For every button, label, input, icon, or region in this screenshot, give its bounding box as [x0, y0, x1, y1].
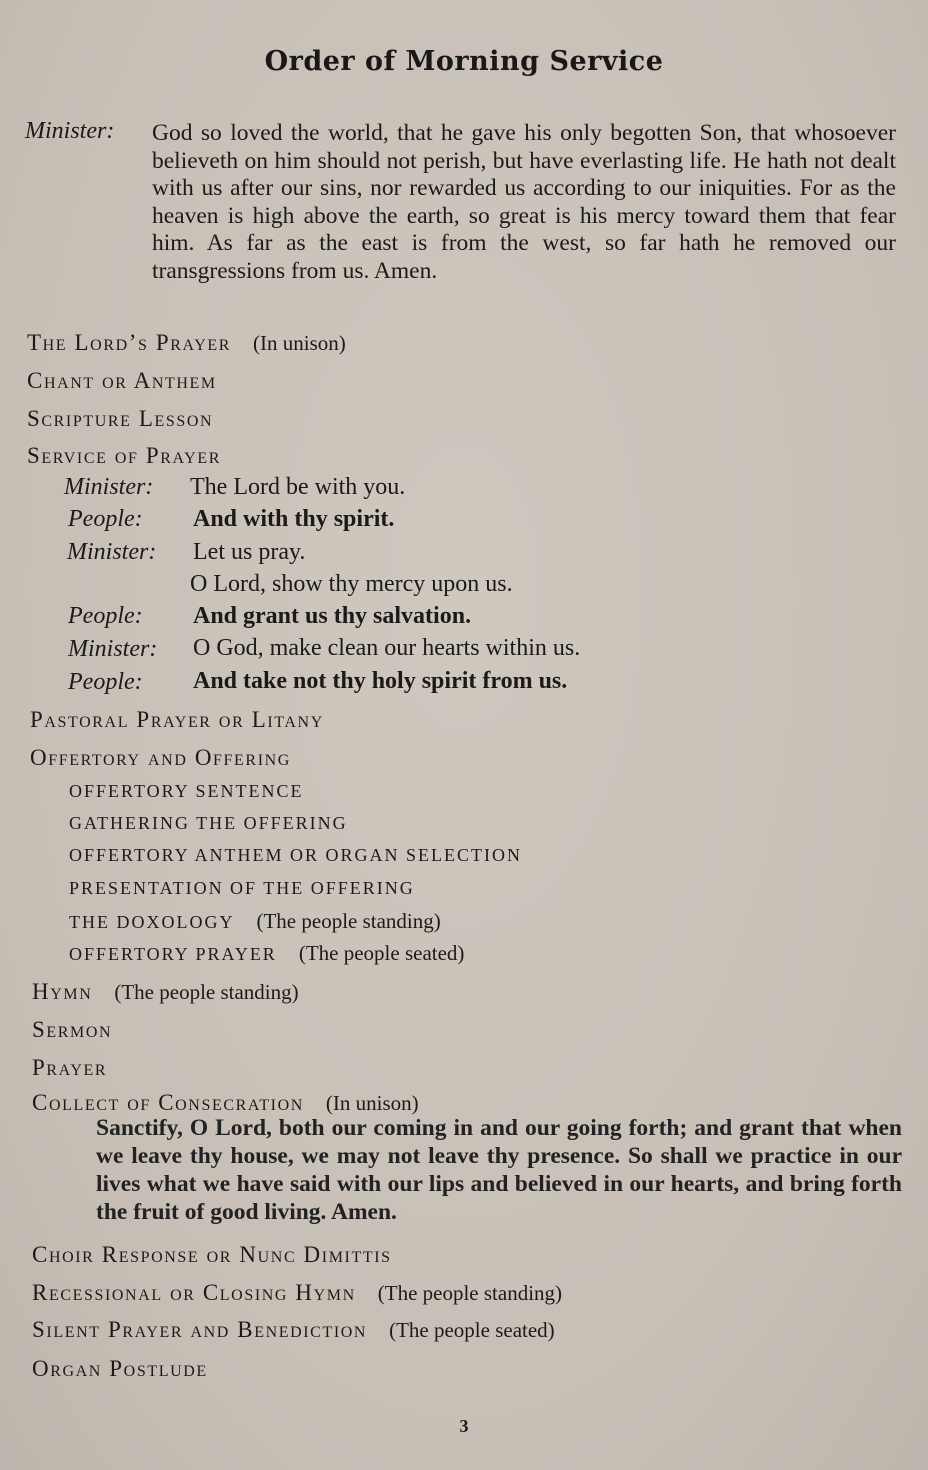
sermon-heading: Sermon: [32, 1017, 113, 1042]
page-title: Order of Morning Service: [264, 46, 664, 77]
intro-speaker-label: Minister:: [25, 118, 115, 144]
collect-label: Collect of Consecration: [32, 1090, 304, 1115]
collect-note: (In unison): [325, 1091, 419, 1115]
benediction-note: (The people seated): [389, 1318, 555, 1342]
response-text: The Lord be with you.: [190, 474, 406, 500]
response-speaker: Minister:: [64, 474, 154, 500]
response-text: And with thy spirit.: [193, 506, 395, 532]
offertory-item-note: (The people seated): [298, 941, 465, 965]
benediction-label: Silent Prayer and Benediction: [32, 1317, 368, 1342]
offertory-item-label: GATHERING THE OFFERING: [69, 813, 348, 833]
benediction-heading: [32, 1317, 555, 1343]
response-speaker: People:: [68, 603, 143, 629]
recessional-note: (The people standing): [377, 1281, 563, 1305]
choir-response-heading: Choir Response or Nunc Dimittis: [32, 1242, 392, 1267]
offertory-item-label: OFFERTORY SENTENCE: [69, 781, 304, 801]
page-number: 3: [459, 1416, 469, 1436]
offertory-item: [69, 941, 464, 966]
chant-heading: Chant or Anthem: [27, 368, 217, 393]
response-speaker: Minister:: [68, 636, 158, 662]
response-text: O Lord, show thy mercy upon us.: [190, 571, 513, 597]
lords-prayer-note: (In unison): [253, 331, 346, 355]
response-text: O God, make clean our hearts within us.: [193, 635, 581, 661]
offertory-heading: Offertory and Offering: [30, 745, 291, 770]
offertory-item: [69, 813, 348, 834]
lords-prayer-label: The Lord’s Prayer: [27, 330, 232, 355]
offertory-item: [69, 781, 303, 802]
response-text: And take not thy holy spirit from us.: [193, 668, 568, 694]
pastoral-prayer-heading: Pastoral Prayer or Litany: [30, 707, 324, 732]
intro-text: God so loved the world, that he gave his only begotten Son, that whosoever believeth on him should not perish, but have everlasting life. He hath not dealt with us after our sins, nor rewarded us according to our iniquities. For as the heaven is high above the earth, so great is his mercy toward them that fear him. As far as the east is from the west, so far hath he removed our transgressions from us. Amen.: [152, 120, 896, 284]
hymn-note: (The people standing): [114, 980, 299, 1004]
collect-text: Sanctify, O Lord, both our coming in and our going forth; and grant that when we leave thy house, we may not leave thy presence. So shall we practice in our lives what we have said with our lips and believed in our hearts, and bring forth the fruit of good living. Amen.: [96, 1115, 902, 1225]
postlude-heading: Organ Postlude: [32, 1356, 208, 1381]
recessional-heading: [32, 1280, 562, 1306]
response-speaker: Minister:: [67, 539, 157, 565]
recessional-label: Recessional or Closing Hymn: [32, 1280, 356, 1305]
offertory-item-label: PRESENTATION OF THE OFFERING: [69, 878, 415, 898]
hymn-heading: [32, 979, 299, 1005]
collect-heading: [32, 1090, 419, 1116]
offertory-item: [69, 909, 441, 934]
offertory-item-label: THE DOXOLOGY: [69, 912, 235, 932]
service-of-prayer-heading: Service of Prayer: [27, 443, 221, 468]
response-text: Let us pray.: [193, 539, 306, 565]
scripture-heading: Scripture Lesson: [27, 406, 214, 431]
offertory-item: [69, 878, 415, 899]
response-speaker: People:: [68, 669, 143, 695]
response-text: And grant us thy salvation.: [193, 603, 472, 629]
lords-prayer-heading: [27, 330, 346, 356]
prayer-heading: Prayer: [32, 1055, 108, 1080]
offertory-item-label: OFFERTORY ANTHEM OR ORGAN SELECTION: [69, 845, 522, 865]
hymn-label: Hymn: [32, 979, 93, 1004]
offertory-item-label: OFFERTORY PRAYER: [69, 944, 277, 964]
offertory-item: [69, 845, 522, 866]
response-speaker: People:: [68, 506, 143, 532]
offertory-item-note: (The people standing): [256, 909, 441, 933]
